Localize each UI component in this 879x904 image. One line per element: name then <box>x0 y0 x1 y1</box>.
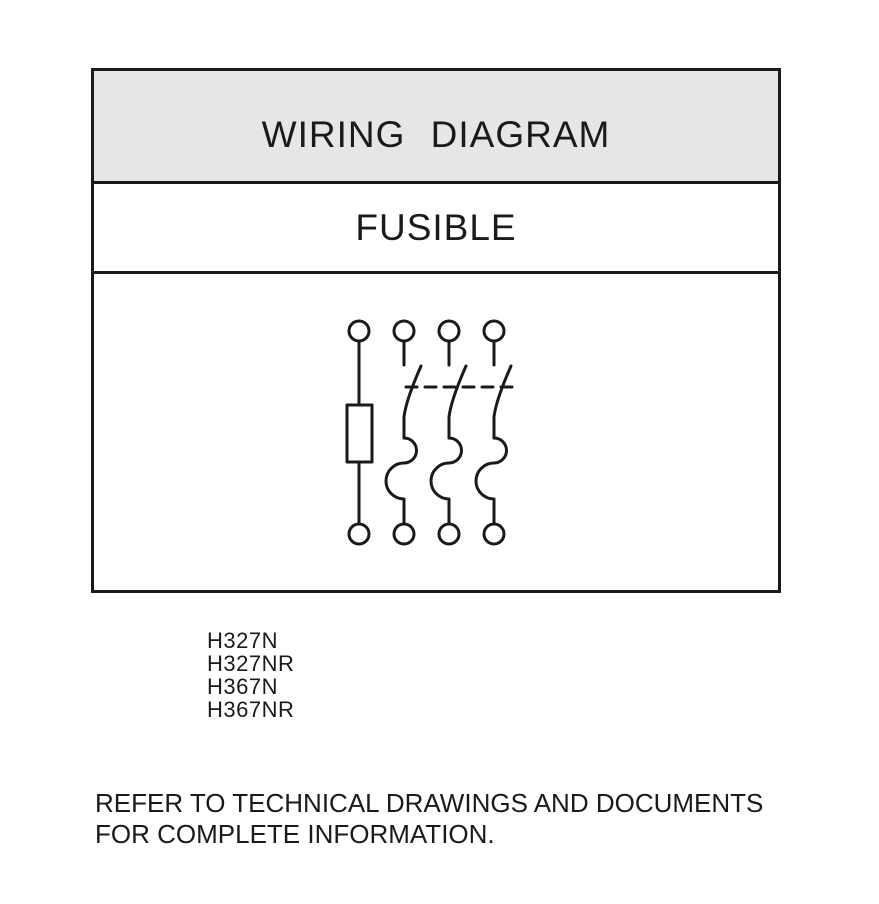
bottom-terminal-circle <box>484 524 504 544</box>
bottom-terminal-circle <box>349 524 369 544</box>
switch-blade <box>404 366 421 438</box>
top-terminal-circle <box>349 321 369 341</box>
top-terminal-circle <box>484 321 504 341</box>
switch-blade <box>449 366 466 438</box>
bottom-terminal-circle <box>394 524 414 544</box>
fusible-element-curve <box>386 438 417 524</box>
model-number: H367N <box>207 674 278 699</box>
diagram-title: WIRING DIAGRAM <box>94 71 778 184</box>
wiring-schematic <box>91 277 778 590</box>
footer-note: REFER TO TECHNICAL DRAWINGS AND DOCUMENTS FOR COMPLETE INFORMATION. <box>95 788 764 849</box>
fusible-element-curve <box>476 438 507 524</box>
top-terminal-circle <box>439 321 459 341</box>
model-number: H327N <box>207 628 278 653</box>
model-number-list <box>207 629 294 721</box>
diagram-subtitle: FUSIBLE <box>94 184 778 274</box>
model-number: H327NR <box>207 651 295 676</box>
schematic-svg <box>91 277 778 590</box>
model-number: H367NR <box>207 697 295 722</box>
fusible-element-curve <box>431 438 461 524</box>
top-terminal-circle <box>394 321 414 341</box>
bottom-terminal-circle <box>439 524 459 544</box>
fuse-body-rect <box>347 405 372 462</box>
switch-blade <box>494 366 511 438</box>
